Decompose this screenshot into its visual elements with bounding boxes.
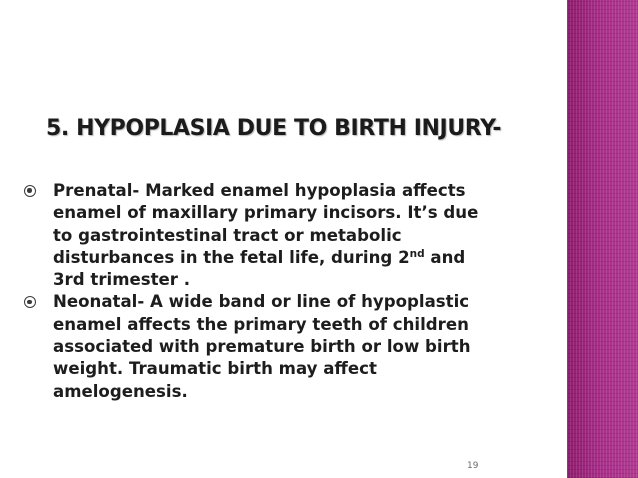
bullet-text-line: 3rd trimester . — [53, 270, 191, 290]
bullet-text-line: to gastrointestinal tract or metabolic — [53, 225, 402, 245]
bullet-text-segment: and — [424, 247, 466, 267]
bullet-text-line: Neonatal- A wide band or line of hypoplastic — [53, 292, 470, 312]
bullet-text-line: amelogenesis. — [53, 381, 188, 401]
bullet-item-neonatal — [24, 291, 544, 402]
slide-title: 5. HYPOPLASIA DUE TO BIRTH INJURY- — [46, 116, 502, 141]
bullet-text-line: enamel of maxillary primary incisors. It’s due — [53, 203, 479, 223]
bullet-text-line: associated with premature birth or low birth — [53, 337, 471, 357]
circled-dot-bullet-icon — [24, 185, 36, 197]
page-number: 19 — [467, 461, 479, 471]
decorative-side-band — [567, 0, 638, 478]
bullet-text-line: Prenatal- Marked enamel hypoplasia affects — [53, 181, 466, 200]
bullet-item-prenatal — [24, 180, 544, 291]
bullet-text-segment: disturbances in the fetal life, during 2 — [53, 247, 410, 267]
bullet-text-line — [53, 247, 544, 269]
bullet-text-line: weight. Traumatic birth may affect — [53, 359, 377, 379]
bullet-list — [24, 180, 544, 403]
circled-dot-bullet-icon — [24, 296, 36, 308]
ordinal-superscript: nd — [409, 247, 425, 260]
bullet-text-line: enamel affects the primary teeth of children — [53, 314, 469, 334]
